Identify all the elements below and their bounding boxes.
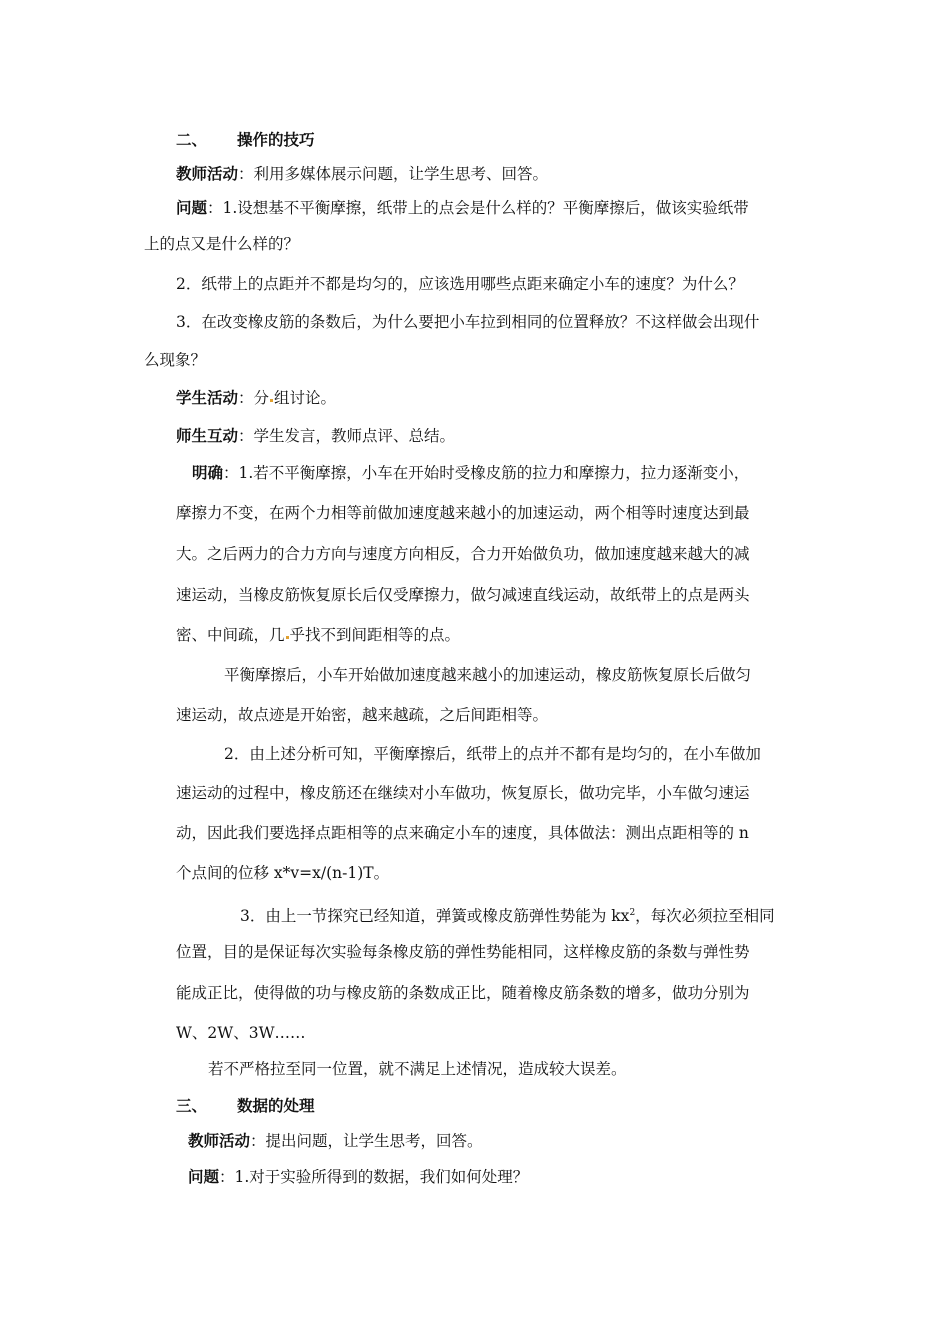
section-3-heading: 三、 数据的处理	[176, 1097, 315, 1115]
answer-3-line3: 能成正比，使得做的功与橡皮筋的条数成正比，随着橡皮筋条数的增多，做功分别为	[176, 984, 750, 1002]
answer-2-line1: 2．由上述分析可知，平衡摩擦后，纸带上的点并不都有是均匀的，在小车做加	[224, 745, 761, 763]
teacher-activity-2: 教师活动：提出问题，让学生思考，回答。	[188, 1131, 483, 1150]
answer-1-line4: 速运动，当橡皮筋恢复原长后仅受摩擦力，做匀减速直线运动，故纸带上的点是两头	[176, 586, 750, 604]
question-4: 问题：1.对于实验所得到的数据，我们如何处理？	[188, 1167, 529, 1186]
answer-3-line5: 若不严格拉至同一位置，就不满足上述情况，造成较大误差。	[208, 1060, 627, 1078]
answer-1-line2: 摩擦力不变，在两个力相等前做加速度越来越小的加速运动，两个相等时速度达到最	[176, 504, 750, 522]
answer-3-line4: W、2W、3W……	[176, 1024, 306, 1042]
answer-2-line4: 个点间的位移 x*v=x/(n-1)T。	[176, 864, 390, 882]
question-2: 2．纸带上的点距并不都是均匀的，应该选用哪些点距来确定小车的速度？为什么？	[176, 275, 744, 293]
mark-dot	[270, 399, 273, 402]
section-2-heading: 二、 操作的技巧	[176, 131, 315, 149]
answer-1-line5: 密、中间疏，几 乎找不到间距相等的点。	[176, 626, 461, 644]
answer-1-line3: 大。之后两力的合力方向与速度方向相反，合力开始做负功，做加速度越来越大的减	[176, 545, 750, 563]
mark-dot	[286, 636, 289, 639]
answer-1-line1: 明确：1.若不平衡摩擦，小车在开始时受橡皮筋的拉力和摩擦力，拉力逐渐变小，	[192, 463, 750, 482]
question-3-line2: 么现象？	[144, 351, 207, 369]
question-1: 问题：1.设想基不平衡摩擦，纸带上的点会是什么样的？平衡摩擦后，做该实验纸带	[176, 198, 749, 217]
student-activity: 学生活动：分 组讨论。	[176, 388, 337, 407]
answer-1-p2-line2: 速运动，故点迹是开始密，越来越疏，之后间距相等。	[176, 706, 549, 724]
teacher-student-interaction: 师生互动：学生发言，教师点评、总结。	[176, 426, 456, 445]
question-3-line1: 3．在改变橡皮筋的条数后，为什么要把小车拉到相同的位置释放？不这样做会出现什	[176, 313, 760, 331]
answer-1-p2-line1: 平衡摩擦后，小车开始做加速度越来越小的加速运动，橡皮筋恢复原长后做匀	[224, 666, 752, 684]
question-1-cont: 上的点又是什么样的？	[144, 235, 300, 253]
answer-2-line3: 动，因此我们要选择点距相等的点来确定小车的速度，具体做法：测出点距相等的 n	[176, 824, 749, 842]
answer-2-line2: 速运动的过程中，橡皮筋还在继续对小车做功，恢复原长，做功完毕，小车做匀速运	[176, 784, 750, 802]
answer-3-line2: 位置，目的是保证每次实验每条橡皮筋的弹性势能相同，这样橡皮筋的条数与弹性势	[176, 943, 750, 961]
answer-3-line1: 3．由上一节探究已经知道，弹簧或橡皮筋弹性势能为 $kx^2$，每次必须拉至相同	[240, 907, 775, 925]
teacher-activity-1: 教师活动：利用多媒体展示问题，让学生思考、回答。	[176, 164, 549, 183]
